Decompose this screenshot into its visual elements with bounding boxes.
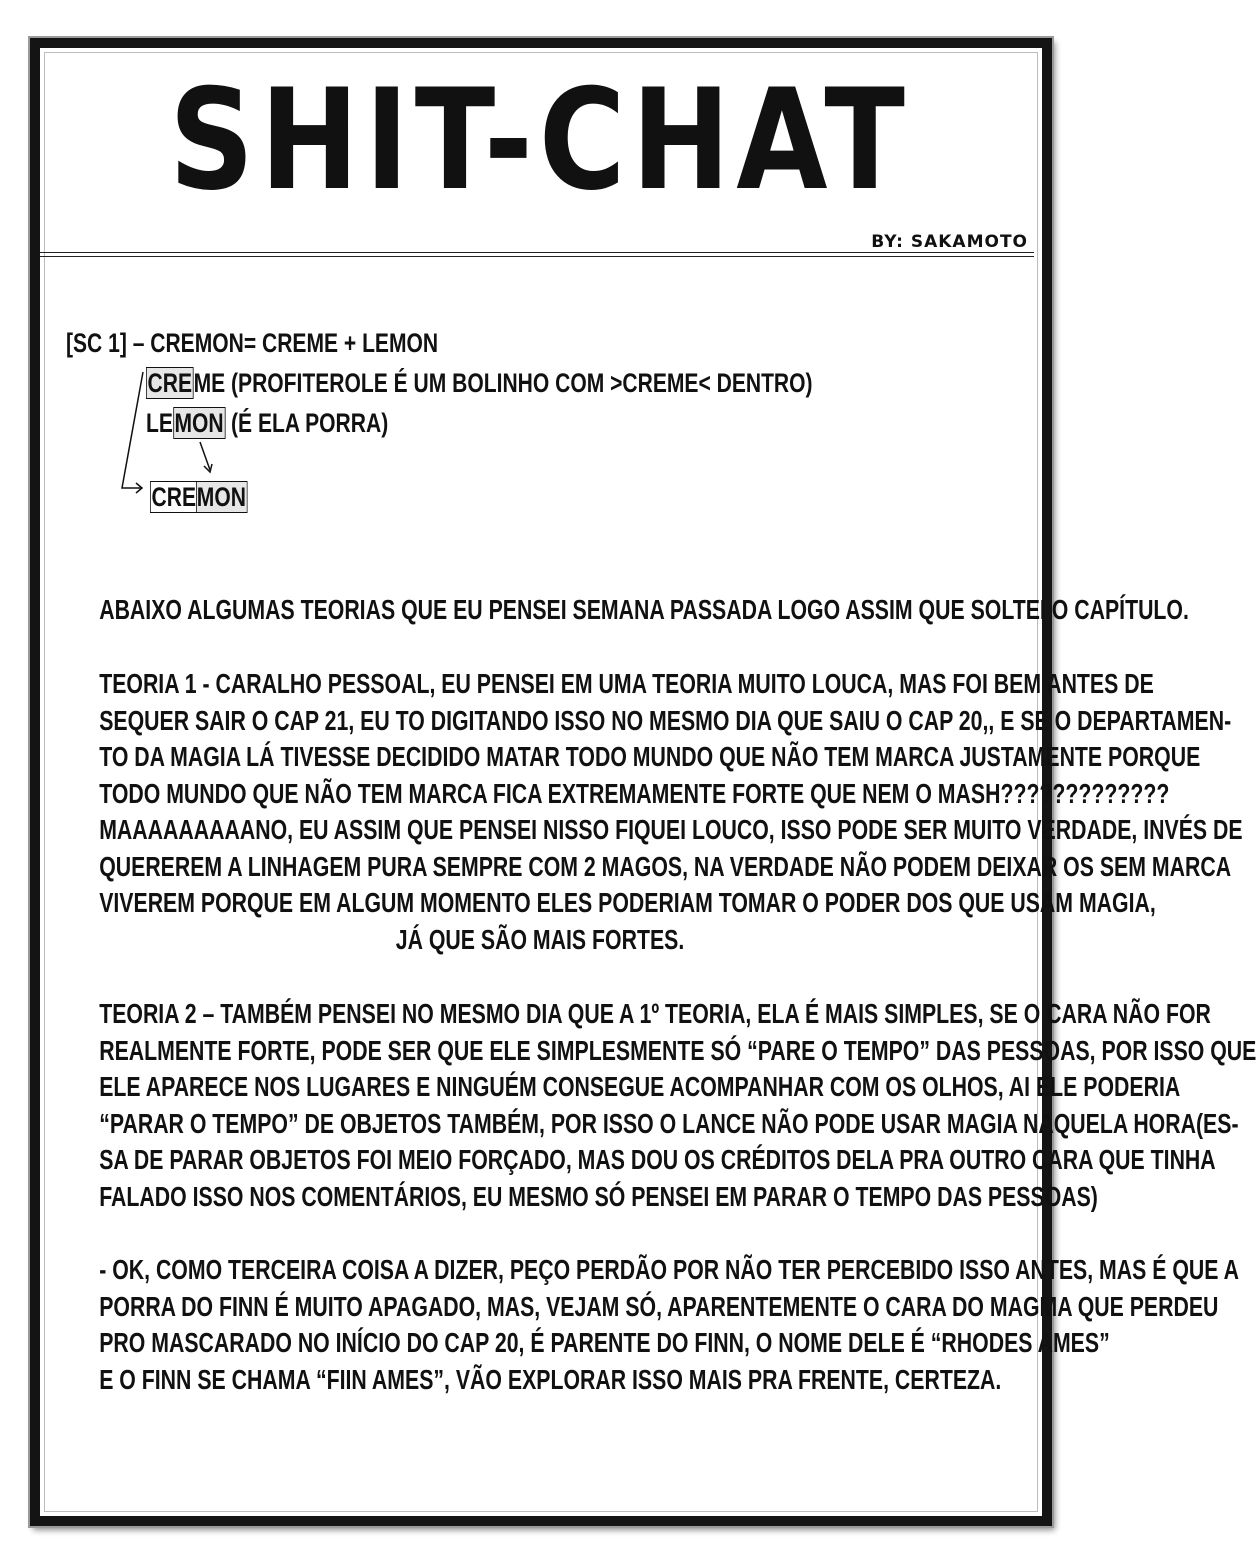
sc-lemon-highlight: MON	[174, 408, 224, 438]
theory1-line: JÁ QUE SÃO MAIS FORTES.	[395, 923, 685, 955]
intro-paragraph	[99, 592, 1189, 629]
sc-lemon-start: LE	[146, 408, 173, 438]
note3-line: E O FINN SE CHAMA “FIIN AMES”, VÃO EXPLORAR ISSO MAIS PRA FRENTE, CERTEZA.	[99, 1363, 1002, 1395]
theory2-line: REALMENTE FORTE, PODE SER QUE ELE SIMPLESMENTE SÓ “PARE O TEMPO” DAS PESSOAS, POR ISSO QUE	[99, 1034, 1256, 1066]
note3-line: - OK, COMO TERCEIRA COISA A DIZER, PEÇO PERDÃO POR NÃO TER PERCEBIDO ISSO ANTES, MAS É QUE A	[99, 1254, 1239, 1285]
sc-result-mon: MON	[196, 482, 246, 512]
sc-note-line: [SC 1] – CREMON= CREME + LEMON	[66, 328, 439, 358]
theory2-line: FALADO ISSO NOS COMENTÁRIOS, EU MESMO SÓ PENSEI EM PARAR O TEMPO DAS PESSOAS)	[99, 1180, 1098, 1212]
theory2-paragraph	[99, 996, 1256, 1215]
sc-result-box	[150, 481, 248, 513]
intro-line: ABAIXO ALGUMAS TEORIAS QUE EU PENSEI SEMANA PASSADA LOGO ASSIM QUE SOLTEI O CAPÍTULO.	[99, 594, 1189, 625]
note3-line: PORRA DO FINN É MUITO APAGADO, MAS, VEJAM SÓ, APARENTEMENTE O CARA DO MAGMA QUE PERDEU	[99, 1290, 1219, 1322]
sc-creme-highlight: CRE	[147, 368, 193, 398]
sc-lemon-rest: (É ELA PORRA)	[225, 408, 389, 438]
theory1-line: VIVEREM PORQUE EM ALGUM MOMENTO ELES PODERIAM TOMAR O PODER DOS QUE USAM MAGIA,	[99, 887, 1156, 918]
arrow-down-icon	[200, 442, 210, 470]
sc-arrows	[0, 0, 1080, 560]
theory1-line: TEORIA 1 - CARALHO PESSOAL, EU PENSEI EM UMA TEORIA MUITO LOUCA, MAS FOI BEM ANTES DE	[99, 668, 1154, 699]
theory2-line: “PARAR O TEMPO” DE OBJETOS TAMBÉM, POR ISSO O LANCE NÃO PODE USAR MAGIA NAQUELA HORA(ES-	[99, 1107, 1239, 1139]
theory2-line: ELE APARECE NOS LUGARES E NINGUÉM CONSEGUE ACOMPANHAR COM OS OLHOS, AI ELE PODERIA	[99, 1071, 1181, 1102]
theory1-line: SEQUER SAIR O CAP 21, EU TO DIGITANDO ISSO NO MESMO DIA QUE SAIU O CAP 20,, E SE O DEPARTAMEN-	[99, 704, 1232, 736]
note3-line: PRO MASCARADO NO INÍCIO DO CAP 20, É PARENTE DO FINN, O NOME DELE É “RHODES AMES”	[99, 1327, 1110, 1358]
theory1-line: TODO MUNDO QUE NÃO TEM MARCA FICA EXTREMAMENTE FORTE QUE NEM O MASH?????????????	[99, 777, 1170, 809]
theory1-line: TO DA MAGIA LÁ TIVESSE DECIDIDO MATAR TODO MUNDO QUE NÃO TEM MARCA JUSTAMENTE PORQUE	[99, 741, 1201, 772]
byline: BY: SAKAMOTO	[871, 232, 1028, 252]
page-title: SHIT-CHAT	[169, 58, 911, 222]
theory2-line: SA DE PARAR OBJETOS FOI MEIO FORÇADO, MAS DOU OS CRÉDITOS DELA PRA OUTRO CARA QUE TINHA	[99, 1144, 1216, 1175]
theory1-line: MAAAAAAAAANO, EU ASSIM QUE PENSEI NISSO FIQUEI LOUCO, ISSO PODE SER MUITO VERDADE, INVÉS DE	[99, 814, 1243, 845]
note3-paragraph	[99, 1252, 1239, 1398]
sc-result	[150, 484, 248, 511]
arrow-left-icon	[122, 372, 143, 488]
theory1-line: QUEREREM A LINHAGEM PURA SEMPRE COM 2 MAGOS, NA VERDADE NÃO PODEM DEIXAR OS SEM MARCA	[99, 850, 1232, 882]
theory2-line: TEORIA 2 – TAMBÉM PENSEI NO MESMO DIA QUE A 1º TEORIA, ELA É MAIS SIMPLES, SE O CARA NÃO FOR	[99, 998, 1211, 1029]
sc-result-cre: CRE	[151, 482, 197, 512]
sc-creme-rest: ME (PROFITEROLE É UM BOLINHO COM >CREME< DENTRO)	[193, 368, 813, 398]
theory1-paragraph	[99, 666, 1243, 958]
